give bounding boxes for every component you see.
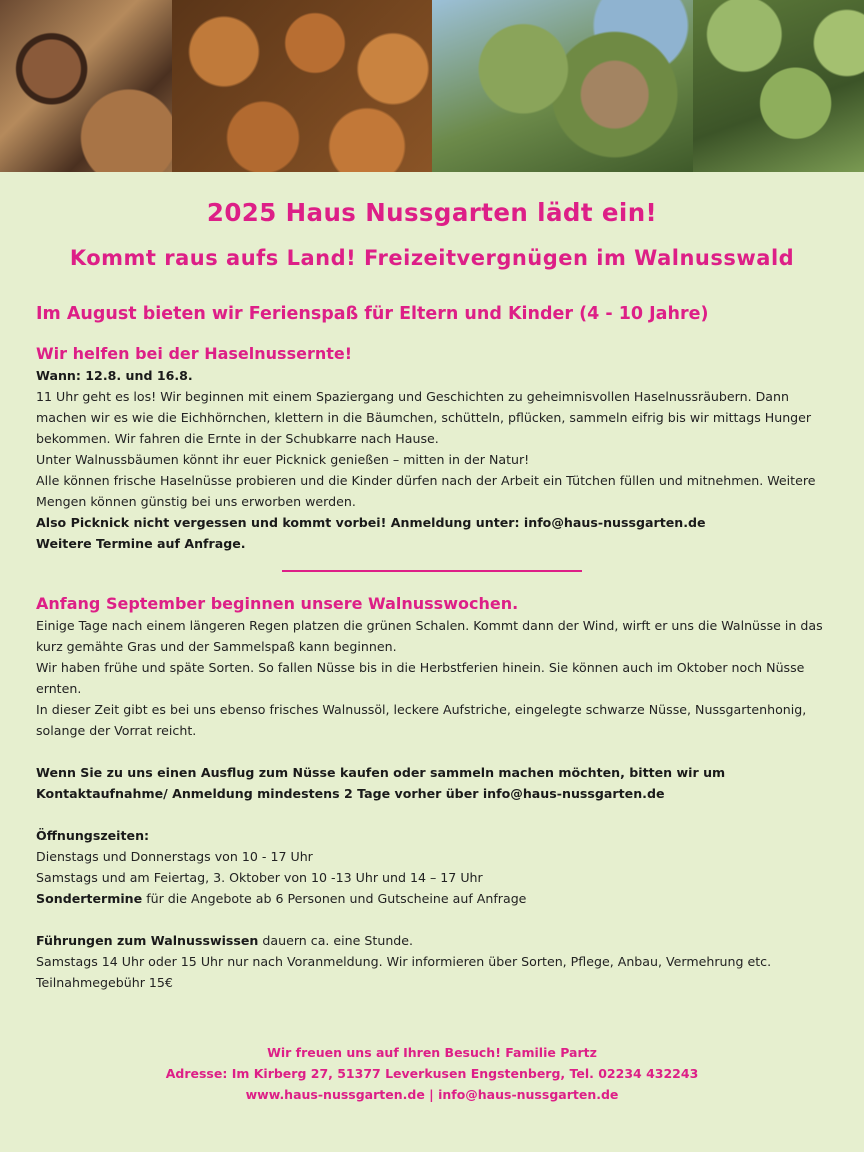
august-paragraph: Unter Walnussbäumen könnt ihr euer Picknick genießen – mitten in der Natur! (36, 452, 530, 467)
tours-label: Führungen zum Walnusswissen (36, 933, 259, 948)
page-title: 2025 Haus Nussgarten lädt ein! (206, 198, 658, 227)
green-walnut-photo (432, 0, 693, 172)
footer-web-link[interactable]: www.haus-nussgarten.de | info@haus-nussgarten.de (245, 1087, 619, 1102)
tours-fee: Teilnahmegebühr 15€ (36, 975, 173, 990)
footer-greeting: Wir freuen uns auf Ihren Besuch! Familie Partz (267, 1045, 597, 1060)
walnut-tree-photo (693, 0, 864, 172)
hazelnut-harvest-heading: Wir helfen bei der Haselnussernte! (36, 344, 353, 363)
special-appointments (36, 888, 832, 909)
september-paragraph: Wir haben frühe und späte Sorten. So fallen Nüsse bis in die Herbstferien hinein. Sie können auch im Oktober noch Nüsse ernten. (36, 660, 805, 696)
special-appointments-label: Sondertermine (36, 891, 143, 906)
august-paragraph: 11 Uhr geht es los! Wir beginnen mit einem Spaziergang und Geschichten zu geheimnisvollen Haselnussräubern. Dann machen wir es wie die Eichhörnchen, klettern in die Bäumchen, schütteln, pflücken, sammeln eifrig bis wir mittags Hunger bekommen. Wir fahren die Ernte in der Schubkarre nach Hause. (36, 389, 812, 446)
photo-banner (0, 0, 864, 172)
august-heading: Im August bieten wir Ferienspaß für Eltern und Kinder (4 - 10 Jahre) (36, 304, 709, 324)
tours-schedule: Samstags 14 Uhr oder 15 Uhr nur nach Voranmeldung. Wir informieren über Sorten, Pflege, Anbau, Vermehrung etc. (36, 954, 772, 969)
tours-info (36, 930, 832, 951)
september-paragraph: In dieser Zeit gibt es bei uns ebenso frisches Walnussöl, leckere Aufstriche, eingelegte schwarze Nüsse, Nussgartenhonig, solange der Vorrat reicht. (36, 702, 807, 738)
august-paragraph: Alle können frische Haselnüsse probieren und die Kinder dürfen nach der Arbeit ein Tütchen füllen und mitnehmen. Weitere Mengen können günstig bei uns erworben werden. (36, 473, 816, 509)
september-contact: Wenn Sie zu uns einen Ausflug zum Nüsse kaufen oder sammeln machen möchten, bitten wir um Kontaktaufnahme/ Anmeldung mindestens 2 Tage vorher über info@haus-nussgarten.de (36, 765, 726, 801)
walnut-photo (0, 0, 172, 172)
footer (0, 1042, 864, 1105)
august-dates: Wann: 12.8. und 16.8. (36, 368, 193, 383)
opening-hours-line: Samstags und am Feiertag, 3. Oktober von 10 -13 Uhr und 14 – 17 Uhr (36, 870, 483, 885)
special-appointments-text: für die Angebote ab 6 Personen und Gutscheine auf Anfrage (142, 891, 527, 906)
september-paragraph: Einige Tage nach einem längeren Regen platzen die grünen Schalen. Kommt dann der Wind, wirft er uns die Walnüsse in das kurz gemähte Gras und der Sammelspaß kann beginnen. (36, 618, 823, 654)
section-divider (282, 570, 582, 572)
tours-duration: dauern ca. eine Stunde. (258, 933, 414, 948)
august-signup: Also Picknick nicht vergessen und kommt vorbei! Anmeldung unter: info@haus-nussgarten.de (36, 515, 706, 530)
footer-address: Adresse: Im Kirberg 27, 51377 Leverkusen Engstenberg, Tel. 02234 432243 (165, 1066, 699, 1081)
opening-hours-line: Dienstags und Donnerstags von 10 - 17 Uhr (36, 849, 313, 864)
page-subtitle: Kommt raus aufs Land! Freizeitvergnügen im Walnusswald (69, 246, 795, 270)
september-heading: Anfang September beginnen unsere Walnusswochen. (36, 594, 519, 613)
august-more-dates: Weitere Termine auf Anfrage. (36, 536, 246, 551)
opening-hours-heading: Öffnungszeiten: (36, 828, 150, 843)
content (36, 304, 832, 993)
hazelnut-photo (172, 0, 432, 172)
